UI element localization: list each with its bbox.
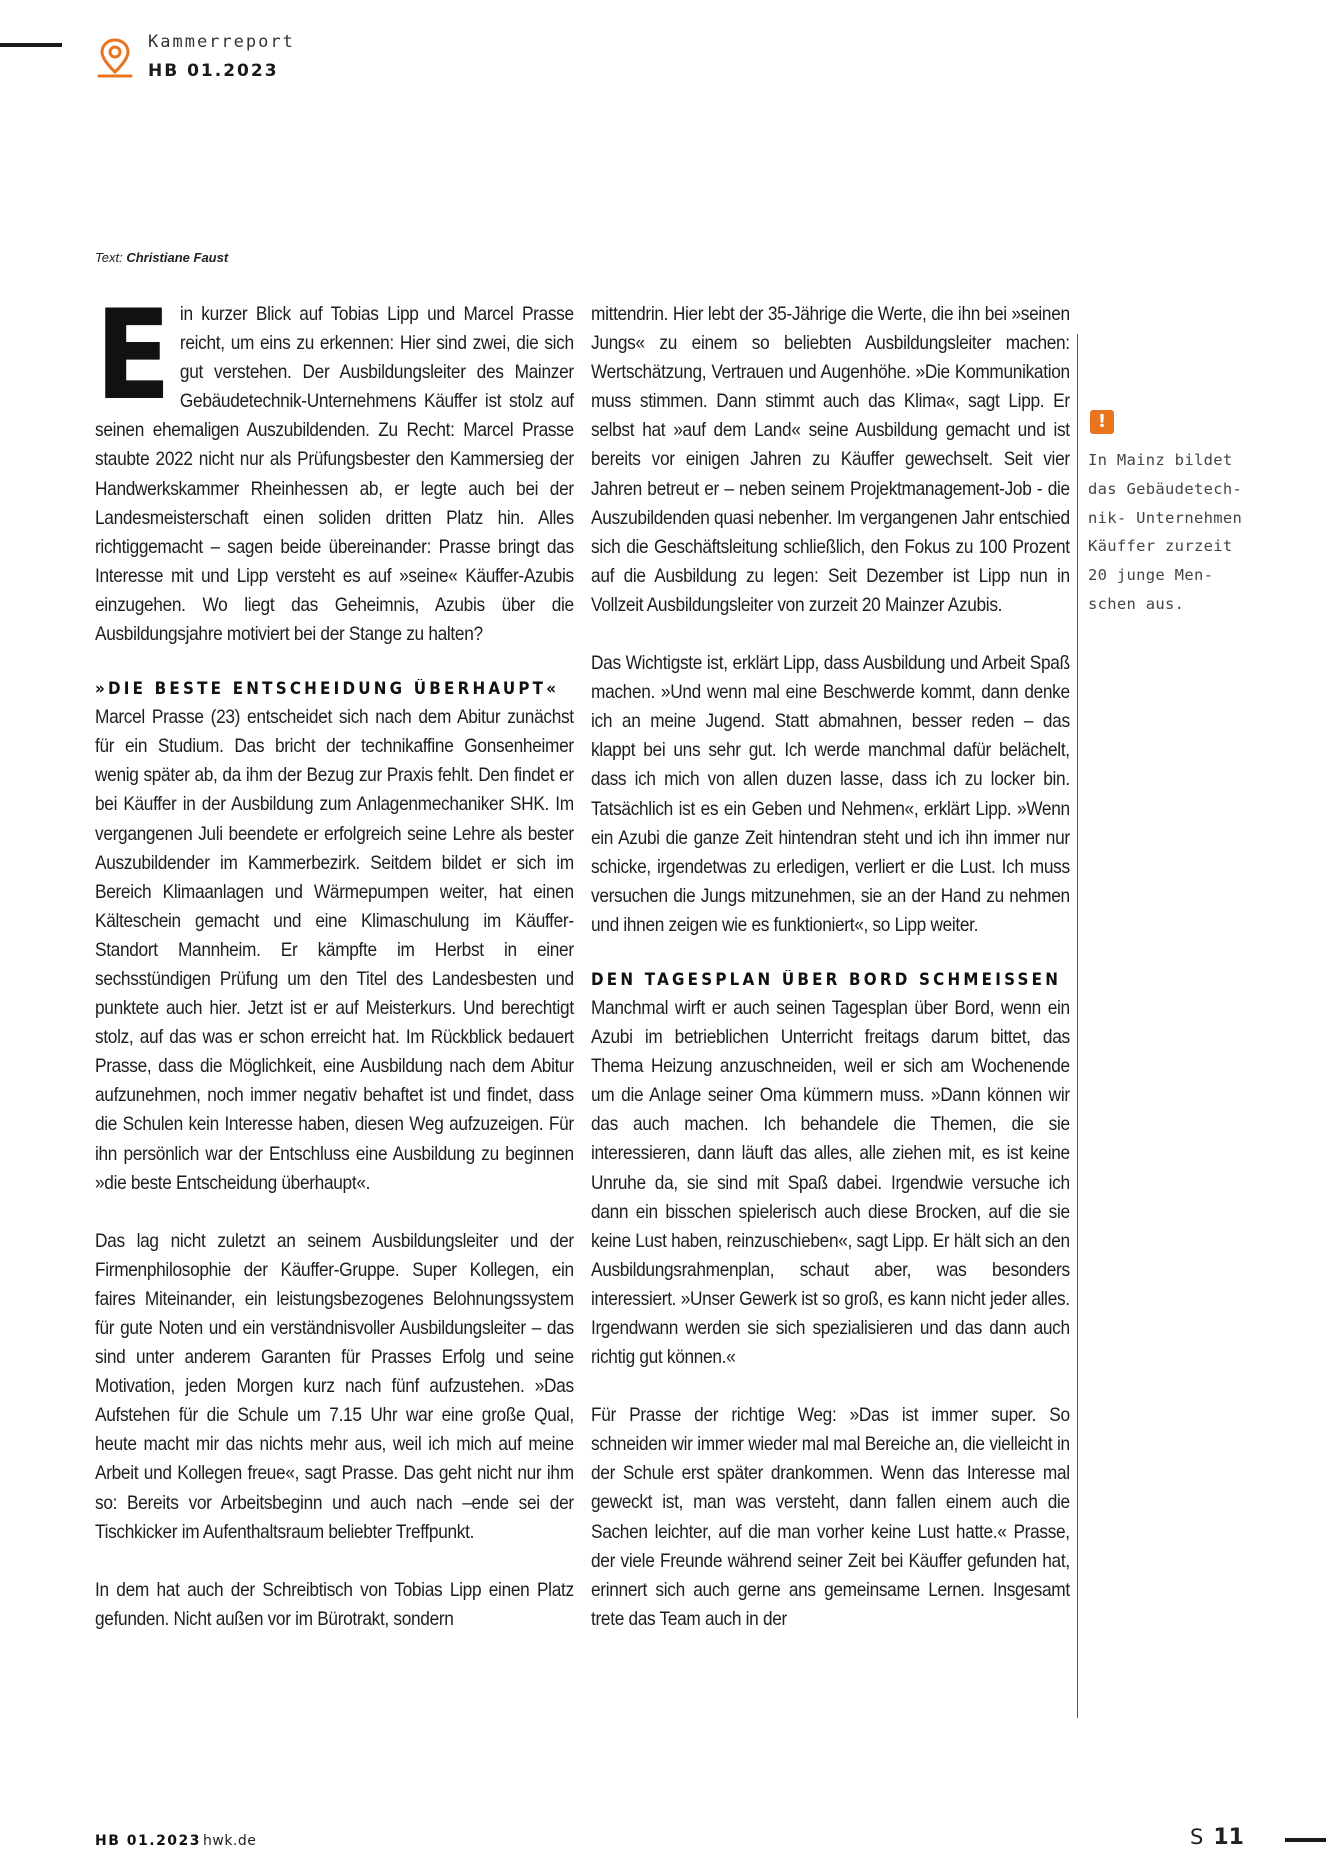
paragraph: Manchmal wirft er auch seinen Tagesplan über Bord, wenn ein Azubi im betrieblichen Unterricht freitags darum bittet, das Thema Heizung anzuschneiden, weil er sich am Wochenende um die Anlage seiner Oma kümmern muss. »Dann können wir das auch machen. Ich behandele die Themen, die sie interessieren, dann läuft das alles, alle ziehen mit, es ist keine Unruhe da, sie sind mit Spaß dabei. Irgendwie versuche ich dann ein bisschen spielerisch auch diese Brocken, auf die sie keine Lust haben, reinzuschieben«, sagt Lipp. Er hält sich an den Ausbildungsrahmenplan, schaut aber, was besonders interessiert. »Unser Gewerk ist so groß, es kann nicht jeder alles. Irgendwann werden sie sich spezialisieren und das dann auch richtig gut können.« [591, 997, 1070, 1369]
footer-issue: HB 01.2023 [95, 1833, 202, 1849]
paragraph: Für Prasse der richtige Weg: »Das ist immer super. So schneiden wir immer wieder mal mal Bereiche an, die vielleicht in der Schule erst später drankommen. Wenn das Interesse mal geweckt ist, man was versteht, dann fallen einem auch die Sachen leichter, auf die man vorher keine Lust hatte.« Prasse, der viele Freunde während seiner Zeit bei Käuffer gefunden hat, erinnert sich auch gerne ans gemeinsame Lernen. Insgesamt trete das Team auch in der [591, 1405, 1070, 1630]
subheading-tagesplan: DEN TAGESPLAN ÜBER BORD SCHMEISSEN [591, 969, 1062, 989]
exclamation-icon: ! [1090, 410, 1114, 434]
page-number: S 11 [1190, 1825, 1244, 1850]
map-pin-icon [96, 36, 134, 80]
paragraph: Marcel Prasse (23) entscheidet sich nach dem Abitur zunächst für ein Studium. Das bricht der technikaffine Gonsenheimer wenig später ab, da ihm der Bezug zur Praxis fehlt. Den findet er bei Käuffer in der Ausbildung zum Anlagenmechaniker SHK. Im vergangenen Juli beendete er erfolgreich seine Lehre als bester Auszubildender im Kammerbezirk. Seitdem bildet er sich im Bereich Klimaanlagen und Wärmepumpen weiter, hat einen Kälteschein gemacht und eine Klimaschulung im Käuffer-Standort Mannheim. Er kämpfte im Herbst in einer sechsstündigen Prüfung um den Titel des Landesbesten und punktete auch hier. Jetzt ist er auf Meisterkurs. Und berechtigt stolz, auf das was er schon erreicht hat. Im Rückblick bedauert Prasse, dass die Möglichkeit, eine Ausbildung nach dem Abitur aufzunehmen, noch immer negativ behaftet ist und findet, dass die Schulen kein Interesse haben, diesen Weg aufzuzeigen. Für ihn persönlich war der Entschluss eine Ausbildung zu beginnen »die beste Entscheidung überhaupt«. [95, 707, 574, 1194]
paragraph: Das Wichtigste ist, erklärt Lipp, dass Ausbildung und Arbeit Spaß machen. »Und wenn mal eine Beschwerde kommt, dann denke ich an meine Jugend. Statt abmahnen, besser reden – das klappt bei uns sehr gut. Ich werde manchmal dafür belächelt, dass ich mich von allen duzen lasse, dass ich zu locker bin. Tatsächlich ist es ein Geben und Nehmen«, erklärt Lipp. »Wenn ein Azubi die ganze Zeit hintendran steht und ich ihn immer nur schicke, irgendetwas zu erledigen, verliert er die Lust. Ich muss versuchen die Jungs mitzunehmen, sie an der Hand zu nehmen und ihnen zeigen wie es funktioniert«, so Lipp weiter. [591, 653, 1070, 936]
article-column-1 [95, 284, 574, 1634]
column-divider [1077, 334, 1078, 1718]
paragraph: Das lag nicht zuletzt an seinem Ausbildungsleiter und der Firmenphilosophie der Käuffer-Gruppe. Super Kollegen, ein faires Miteinander, ein leistungsbezogenes Belohnungssystem für gute Noten und ein verständnisvoller Ausbildungsleiter – das sind unter anderem Garanten für Prasses Erfolg und seine Motivation, jeden Morgen kurz nach fünf aufzustehen. »Das Aufstehen für die Schule um 7.15 Uhr war eine große Qual, heute macht mir das nichts mehr aus, weil ich mich auf meine Arbeit und Kollegen freue«, sagt Prasse. Das geht nicht nur ihm so: Bereits vor Arbeitsbeginn und auch nach –ende sei der Tischkicker im Aufenthaltsraum beliebter Treffpunkt. [95, 1230, 574, 1543]
section-kicker: Kammerreport [148, 32, 295, 52]
bottom-rule [1285, 1838, 1326, 1842]
sidenote: In Mainz bildet das Gebäudetech- nik- Unternehmen Käuffer zurzeit 20 junge Men- schen aus. [1088, 451, 1243, 613]
article-column-2 [591, 300, 1070, 1634]
footer-website: hwk.de [203, 1833, 257, 1849]
paragraph: mittendrin. Hier lebt der 35-Jährige die Werte, die ihn bei »seinen Jungs« zu einem so beliebten Ausbildungsleiter machen: Wertschätzung, Vertrauen und Augenhöhe. »Die Kommunikation muss stimmen. Dann stimmt auch das Klima«, sagt Lipp. Er selbst hat »auf dem Land« seine Ausbildung gemacht und ist bereits vor einigen Jahren zu Käuffer gewechselt. Seit vier Jahren betreut er – neben seinem Projektmanagement-Job - die Auszubildenden quasi nebenher. Im vergangenen Jahr entschied sich die Geschäftsleitung schließlich, den Fokus zu 100 Prozent auf die Ausbildung zu legen: Seit Dezember ist Lipp nun in Vollzeit Ausbildungsleiter von zurzeit 20 Mainzer Azubis. [591, 304, 1070, 616]
lead-paragraph: Ein kurzer Blick auf Tobias Lipp und Marcel Prasse reicht, um eins zu erkennen: Hier sind zwei, die sich gut verstehen. Der Ausbildungsleiter des Mainzer Gebäudetechnik-Unternehmens Käuffer ist stolz auf seinen ehemaligen Auszubildenden. Zu Recht: Marcel Prasse staubte 2022 nicht nur als Prüfungsbester den Kammersieg der Handwerkskammer Rheinhessen ab, er legte auch bei der Landesmeisterschaft einen soliden dritten Platz hin. Alles richtiggemacht – sagen beide übereinander: Prasse bringt das Interesse mit und Lipp versteht es auf »seine« Käuffer-Azubis einzugehen. Wo liegt das Geheimnis, Azubis über die Ausbildungsjahre motiviert bei der Stange zu halten? [95, 284, 574, 646]
paragraph: In dem hat auch der Schreibtisch von Tobias Lipp einen Platz gefunden. Nicht außen vor im Bürotrakt, sondern [95, 1579, 574, 1630]
top-rule [0, 43, 62, 47]
subheading-beste-entscheidung: »DIE BESTE ENTSCHEIDUNG ÜBERHAUPT« [95, 679, 560, 699]
byline: Text: Christiane Faust [95, 250, 229, 265]
drop-cap: E [95, 284, 171, 428]
author-name: Christiane Faust [126, 250, 229, 265]
issue-label: HB 01.2023 [148, 61, 279, 81]
